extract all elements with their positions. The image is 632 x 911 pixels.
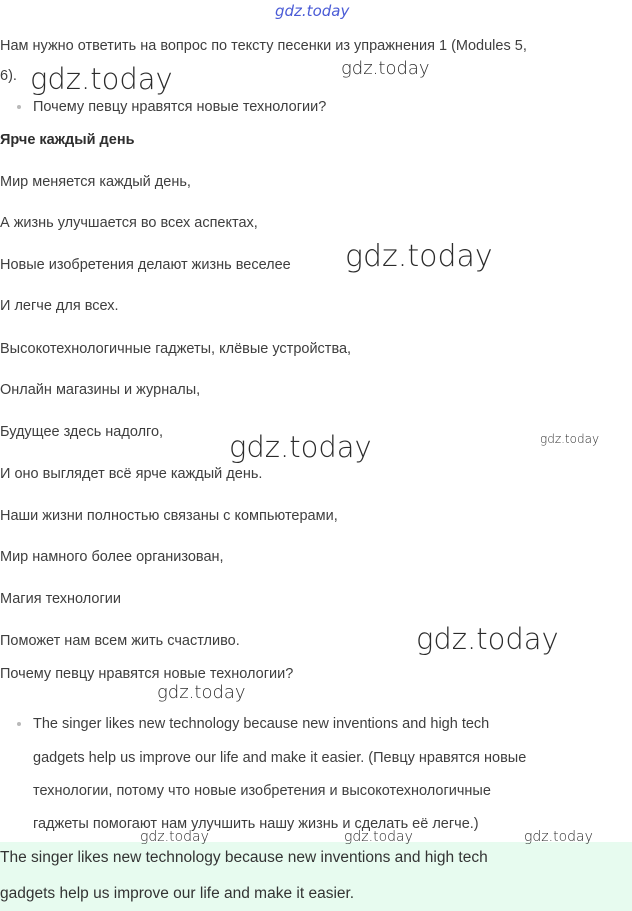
song-line: Поможет нам всем жить счастливо. [0,633,240,649]
watermark: gdz.today [344,829,413,845]
song-line: И легче для всех. [0,298,119,314]
answer-highlight-box [0,842,632,911]
watermark: gdz.today [229,430,372,464]
intro-line-1: Нам нужно ответить на вопрос по тексту песенки из упражнения 1 (Modules 5, [0,38,527,54]
answer-line-4: гаджеты помогают нам улучшить нашу жизнь и сделать её легче.) [33,816,479,832]
song-title: Ярче каждый день [0,132,135,148]
bullet-dot [17,722,21,726]
song-line: И оно выглядет всё ярче каждый день. [0,466,263,482]
answer-box-line-2: gadgets help us improve our life and make it easier. [0,885,355,902]
song-line: Мир меняется каждый день, [0,174,191,190]
song-line: Будущее здесь надолго, [0,424,164,440]
watermark: gdz.today [416,622,559,656]
watermark: gdz.today [341,58,430,79]
answer-line-3: технологии, потому что новые изобретения и высокотехнологичные [33,783,491,799]
song-line: А жизнь улучшается во всех аспектах, [0,215,258,231]
watermark: gdz.today [540,432,600,446]
watermark: gdz.today [30,62,173,96]
answer-box-line-1: The singer likes new technology because new inventions and high tech [0,849,488,866]
watermark: gdz.today [345,239,493,274]
watermark: gdz.today [140,829,209,845]
song-line: Новые изобретения делают жизнь веселее [0,257,291,273]
question-text: Почему певцу нравятся новые технологии? [0,666,294,682]
song-line: Наши жизни полностью связаны с компьютерами, [0,508,338,524]
answer-line-1: The singer likes new technology because new inventions and high tech [33,716,490,732]
watermark: gdz.today [157,682,246,703]
answer-line-2: gadgets help us improve our life and make it easier. (Певцу нравятся новые [33,750,527,766]
intro-bullet-question: Почему певцу нравятся новые технологии? [33,99,327,115]
intro-line-2: 6). [0,68,17,84]
song-line: Мир намного более организован, [0,549,224,565]
watermark: gdz.today [524,829,593,845]
song-line: Онлайн магазины и журналы, [0,382,201,398]
song-line: Магия технологии [0,591,121,607]
top-watermark: gdz.today [275,2,350,20]
bullet-dot [17,105,21,109]
song-line: Высокотехнологичные гаджеты, клёвые устройства, [0,341,352,357]
